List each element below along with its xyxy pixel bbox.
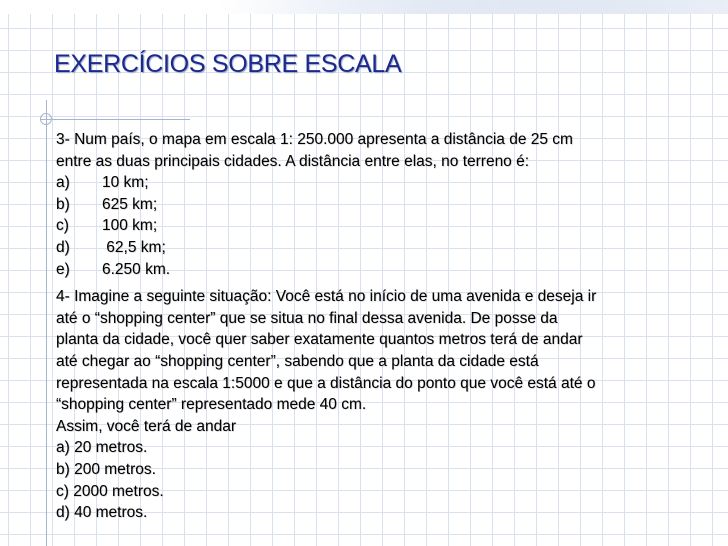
question-4-option: d) 40 metros. — [56, 504, 148, 522]
option-text: 10 km; — [102, 174, 149, 192]
option-text: 100 km; — [102, 217, 158, 235]
top-gradient-highlight — [262, 0, 728, 14]
question-4-option: c) 2000 metros. — [56, 482, 164, 500]
question-3-line: entre as duas principais cidades. A distância entre elas, no terreno é: — [56, 152, 530, 170]
slide-content — [56, 129, 706, 524]
question-4-line: 4- Imagine a seguinte situação: Você está no início de uma avenida e deseja ir — [56, 288, 597, 306]
question-3-option — [56, 215, 706, 237]
question-4-option: b) 200 metros. — [56, 460, 156, 478]
question-4-line: Assim, você terá de andar — [56, 417, 237, 435]
question-3-option — [56, 237, 706, 259]
option-text: 625 km; — [102, 195, 158, 213]
option-letter: d) — [56, 238, 70, 256]
question-4-line: representada na escala 1:5000 e que a distância do ponto que você está até o — [56, 374, 596, 392]
question-3-option — [56, 172, 706, 194]
question-3-option — [56, 259, 706, 281]
title-divider-line — [40, 119, 190, 120]
slide-title: EXERCÍCIOS SOBRE ESCALA — [54, 50, 402, 78]
option-text: 6.250 km. — [102, 260, 171, 278]
option-letter: e) — [56, 260, 70, 278]
question-4-option: a) 20 metros. — [56, 439, 148, 457]
divider-ring-ornament — [40, 113, 52, 125]
question-3 — [56, 129, 706, 280]
question-4-line: até chegar ao “shopping center”, sabendo que a planta da cidade está — [56, 352, 539, 370]
question-3-option — [56, 194, 706, 216]
option-text: 62,5 km; — [102, 238, 166, 256]
option-letter: b) — [56, 195, 70, 213]
option-letter: c) — [56, 217, 69, 235]
question-4-line: até o “shopping center” que se situa no final dessa avenida. De posse da — [56, 309, 558, 327]
question-3-line: 3- Num país, o mapa em escala 1: 250.000 apresenta a distância de 25 cm — [56, 131, 573, 148]
question-4-line: planta da cidade, você quer saber exatamente quantos metros terá de andar — [56, 331, 583, 349]
margin-vertical-line — [46, 100, 47, 546]
question-4-line: “shopping center” representado mede 40 cm. — [56, 396, 367, 414]
option-letter: a) — [56, 174, 70, 192]
question-4 — [56, 286, 706, 524]
